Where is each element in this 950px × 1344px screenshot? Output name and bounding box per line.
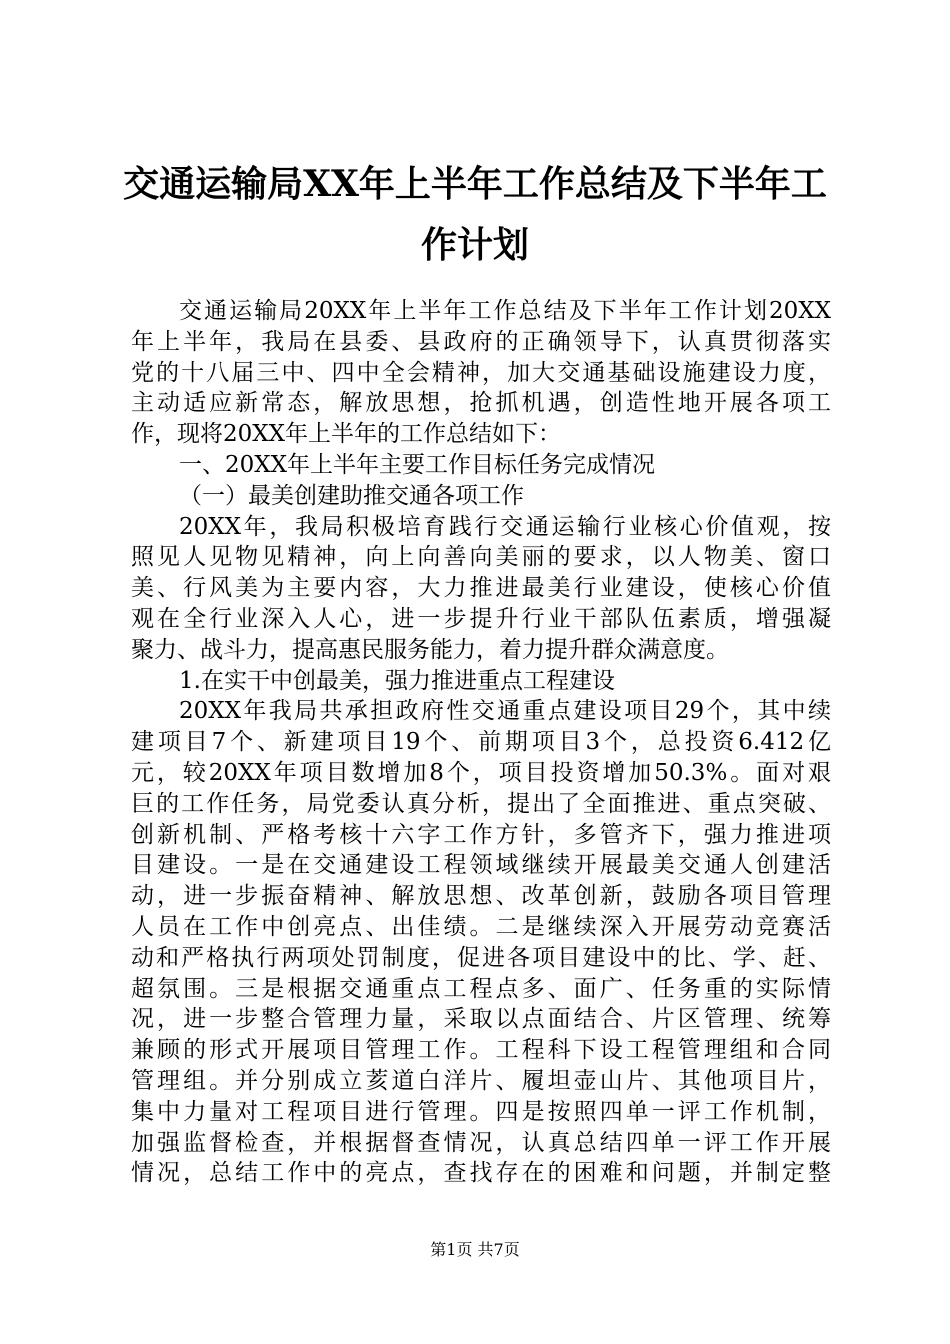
paragraph-line: 聚力、战斗力，提高惠民服务能力，着力提升群众满意度。 [131,636,729,663]
paragraph-line: 党的十八届三中、四中全会精神，加大交通基础设施建设力度， [131,359,831,386]
paragraph-line: 加强监督检查，并根据督查情况，认真总结四单一评工作开展 [131,1129,831,1156]
paragraph-line: 作，现将20XX年上半年的工作总结如下： [131,421,562,448]
document-body [131,296,831,1189]
paragraph-line: 兼顾的形式开展项目管理工作。工程科下设工程管理组和合同 [131,1037,831,1064]
paragraph-line: 超氛围。三是根据交通重点工程点多、面广、任务重的实际情 [131,975,831,1002]
paragraph-line: 建项目7个、新建项目19个、前期项目3个，总投资6.412亿 [131,729,831,756]
paragraph-line: 美、行风美为主要内容，大力推进最美行业建设，使核心价值 [131,575,831,602]
item-heading: 1.在实干中创最美，强力推进重点工程建设 [179,667,615,694]
paragraph-line: 集中力量对工程项目进行管理。四是按照四单一评工作机制， [131,1098,831,1125]
paragraph-line: 动和严格执行两项处罚制度，促进各项目建设中的比、学、赶、 [131,944,831,971]
document-title-line-1: 交通运输局XX年上半年工作总结及下半年工 [123,163,827,205]
paragraph-line: 人员在工作中创亮点、出佳绩。二是继续深入开展劳动竞赛活 [131,913,831,940]
document-title-line-2: 作计划 [420,224,529,266]
paragraph-line: 20XX年我局共承担政府性交通重点建设项目29个，其中续 [179,698,831,725]
paragraph-line: 动，进一步振奋精神、解放思想、改革创新，鼓励各项目管理 [131,883,831,910]
paragraph-line: 巨的工作任务，局党委认真分析，提出了全面推进、重点突破、 [131,790,831,817]
paragraph-line: 情况，总结工作中的亮点，查找存在的困难和问题，并制定整 [131,1160,831,1187]
paragraph-line: 交通运输局20XX年上半年工作总结及下半年工作计划20XX [179,298,831,324]
paragraph-line: 目建设。一是在交通建设工程领域继续开展最美交通人创建活 [131,852,831,879]
paragraph-line: 主动适应新常态，解放思想，抢抓机遇，创造性地开展各项工 [131,390,831,417]
page-footer: 第1页 共7页 [430,1240,520,1259]
paragraph-line: 观在全行业深入人心，进一步提升行业干部队伍素质，增强凝 [131,605,831,632]
paragraph-line: 况，进一步整合管理力量，采取以点面结合、片区管理、统筹 [131,1006,831,1033]
section-heading: 一、20XX年上半年主要工作目标任务完成情况 [179,451,656,478]
paragraph-line: 年上半年，我局在县委、县政府的正确领导下，认真贯彻落实 [131,328,831,355]
subsection-heading: （一）最美创建助推交通各项工作 [179,482,524,509]
paragraph-line: 照见人见物见精神，向上向善向美丽的要求，以人物美、窗口 [131,544,831,571]
paragraph-line: 创新机制、严格考核十六字工作方针，多管齐下，强力推进项 [131,821,831,848]
paragraph-line: 管理组。并分别成立荄道白洋片、履坦壶山片、其他项目片， [131,1067,831,1094]
paragraph-line: 元，较20XX年项目数增加8个，项目投资增加50.3%。面对艰 [131,759,831,786]
paragraph-line: 20XX年，我局积极培育践行交通运输行业核心价值观，按 [179,513,831,540]
